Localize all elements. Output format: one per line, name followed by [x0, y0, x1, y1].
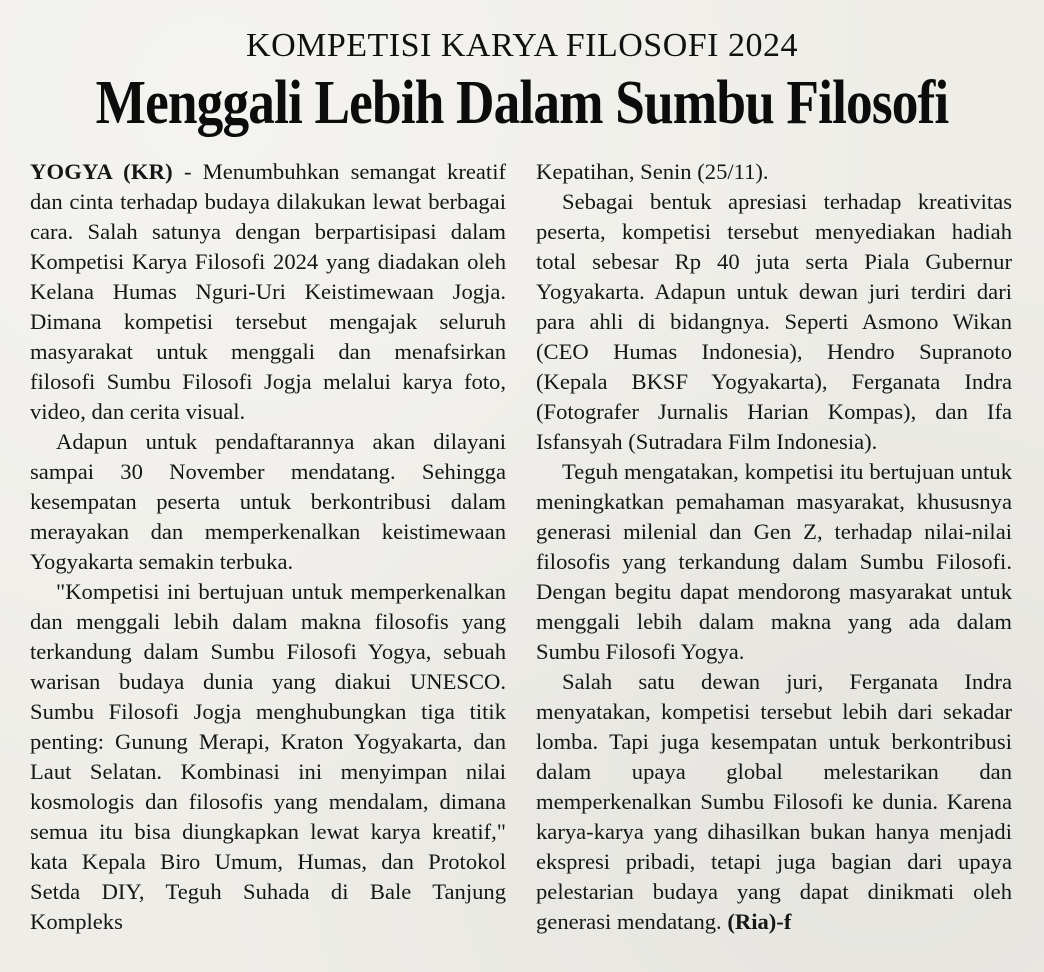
- paragraph-3: "Kompetisi ini bertujuan untuk memperkenalkan dan menggali lebih dalam makna filosofis yang terkandung dalam Sumbu Filosofi Yogya, sebuah warisan budaya dunia yang diakui UNESCO. Sumbu Filosofi Jogja menghubungkan tiga titik penting: Gunung Merapi, Kraton Yogyakarta, dan Laut Selatan. Kombinasi ini menyimpan nilai kosmologis dan filosofis yang mendalam, dimana semua itu bisa diungkapkan lewat karya kreatif," kata Kepala Biro Umum, Humas, dan Protokol Setda DIY, Teguh Suhada di Bale Tanjung Kompleks: [30, 579, 506, 934]
- paragraph-5: Teguh mengatakan, kompetisi itu bertujuan untuk meningkatkan pemahaman masyarakat, khususnya generasi milenial dan Gen Z, terhadap nilai-nilai filosofis yang terkandung dalam Sumbu Filosofi. Dengan begitu dapat mendorong masyarakat untuk menggali lebih dalam makna yang ada dalam Sumbu Filosofi Yogya.: [536, 459, 1012, 664]
- paragraph-4: Sebagai bentuk apresiasi terhadap kreativitas peserta, kompetisi tersebut menyediakan hadiah total sebesar Rp 40 juta serta Piala Gubernur Yogyakarta. Adapun untuk dewan juri terdiri dari para ahli di bidangnya. Seperti Asmono Wikan (CEO Humas Indonesia), Hendro Supranoto (Kepala BKSF Yogyakarta), Ferganata Indra (Fotografer Jurnalis Harian Kompas), dan Ifa Isfansyah (Sutradara Film Indonesia).: [536, 189, 1012, 454]
- paragraph-1-text: - Menumbuhkan semangat kreatif dan cinta terhadap budaya dilakukan lewat berbagai cara. Salah satunya dengan berpartisipasi dalam Kompetisi Karya Filosofi 2024 yang diadakan oleh Kelana Humas Nguri-Uri Keistimewaan Jogja. Dimana kompetisi tersebut mengajak seluruh masyarakat untuk menggali dan menafsirkan filosofi Sumbu Filosofi Jogja melalui karya foto, video, dan cerita visual.: [30, 159, 506, 424]
- article-column-left: [30, 157, 506, 937]
- paragraph-1: [30, 157, 506, 427]
- article-column-right: [536, 157, 1012, 937]
- paragraph-6: [536, 667, 1012, 937]
- article-headline: Menggali Lebih Dalam Sumbu Filosofi: [95, 69, 949, 137]
- article-kicker: KOMPETISI KARYA FILOSOFI 2024: [246, 27, 798, 64]
- author-byline: (Ria)-f: [727, 909, 792, 934]
- paragraph-2: Adapun untuk pendaftarannya akan dilayani sampai 30 November mendatang. Sehingga kesempatan peserta untuk berkontribusi dalam merayakan dan memperkenalkan keistimewaan Yogyakarta semakin terbuka.: [30, 429, 506, 574]
- dateline: YOGYA (KR): [30, 159, 173, 184]
- paragraph-6-text: Salah satu dewan juri, Ferganata Indra menyatakan, kompetisi tersebut lebih dari sekadar lomba. Tapi juga kesempatan untuk berkontribusi dalam upaya global melestarikan dan memperkenalkan Sumbu Filosofi ke dunia. Karena karya-karya yang dihasilkan bukan hanya menjadi ekspresi pribadi, tetapi juga bagian dari upaya pelestarian budaya yang dapat dinikmati oleh generasi mendatang.: [536, 669, 1012, 934]
- paragraph-3-continued: Kepatihan, Senin (25/11).: [536, 159, 769, 184]
